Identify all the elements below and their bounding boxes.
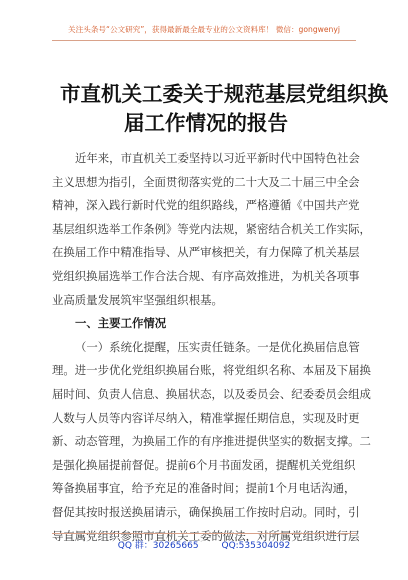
intro-line: 基层组织选举工作条例》等党内法规，紧密结合机关工作实际， [52,221,371,236]
section-line: 督促其按时报送换届请示，确保换届工作按时启动。同时，引 [52,504,360,519]
intro-line: 业高质量发展筑牢坚强组织根基。 [52,292,223,307]
document-title [60,80,388,138]
qq-group-label: QQ 群：30265665 [117,541,199,551]
section-heading: 一、主要工作情况 [75,316,167,331]
intro-line: 主义思想为指引，全面贯彻落实党的二十大及二十届三中全会 [52,174,360,189]
section-line: 届时间、负责人信息、换届状态，以及委员会、纪委委员会组成 [52,386,371,401]
section-line: 人数与人员等内容详尽纳入，精准掌握任期信息，实现及时更 [52,410,360,425]
section-line: 理。进一步优化党组织换届台账，将党组织名称、本届及下届换 [52,363,371,378]
intro-line: 近年来，市直机关工委坚持以习近平新时代中国特色社会 [75,151,360,165]
section-line: （一）系统化提醒，压实责任链条。一是优化换届信息管 [75,339,360,354]
intro-line: 精神，深入践行新时代党的组织路线，严格遵循《中国共产党 [52,198,360,213]
header-divider [52,40,356,41]
title-line: 市直机关工委关于规范基层党组织换 [60,82,388,106]
footer-divider [52,533,356,534]
intro-line: 在换届工作中精准指导、从严审核把关，有力保障了机关基层 [52,245,360,260]
section-line: 新、动态管理，为换届工作的有序推进提供坚实的数据支撑。二 [52,434,371,449]
intro-line: 党组织换届选举工作合法合规、有序高效推进，为机关各项事 [52,268,360,283]
section-line: 导直属党组织参照市直机关工委的做法，对所属党组织进行层 [52,528,360,543]
section-line: 是强化换届提前督促。提前6个月书面发函，提醒机关党组织 [52,457,356,472]
document-body [52,147,371,548]
promo-banner: 关注头条号“公文研究”，获得最新最全最专业的公文资料库！ 微信：gongwenyj [68,25,340,34]
title-line: 届工作情况的报告 [124,111,288,135]
qq-contact-label: QQ:535304092 [221,541,291,551]
section-line: 筹备换届事宜，给予充足的准备时间；提前1个月电话沟通， [52,481,356,496]
contact-footer [0,538,408,551]
